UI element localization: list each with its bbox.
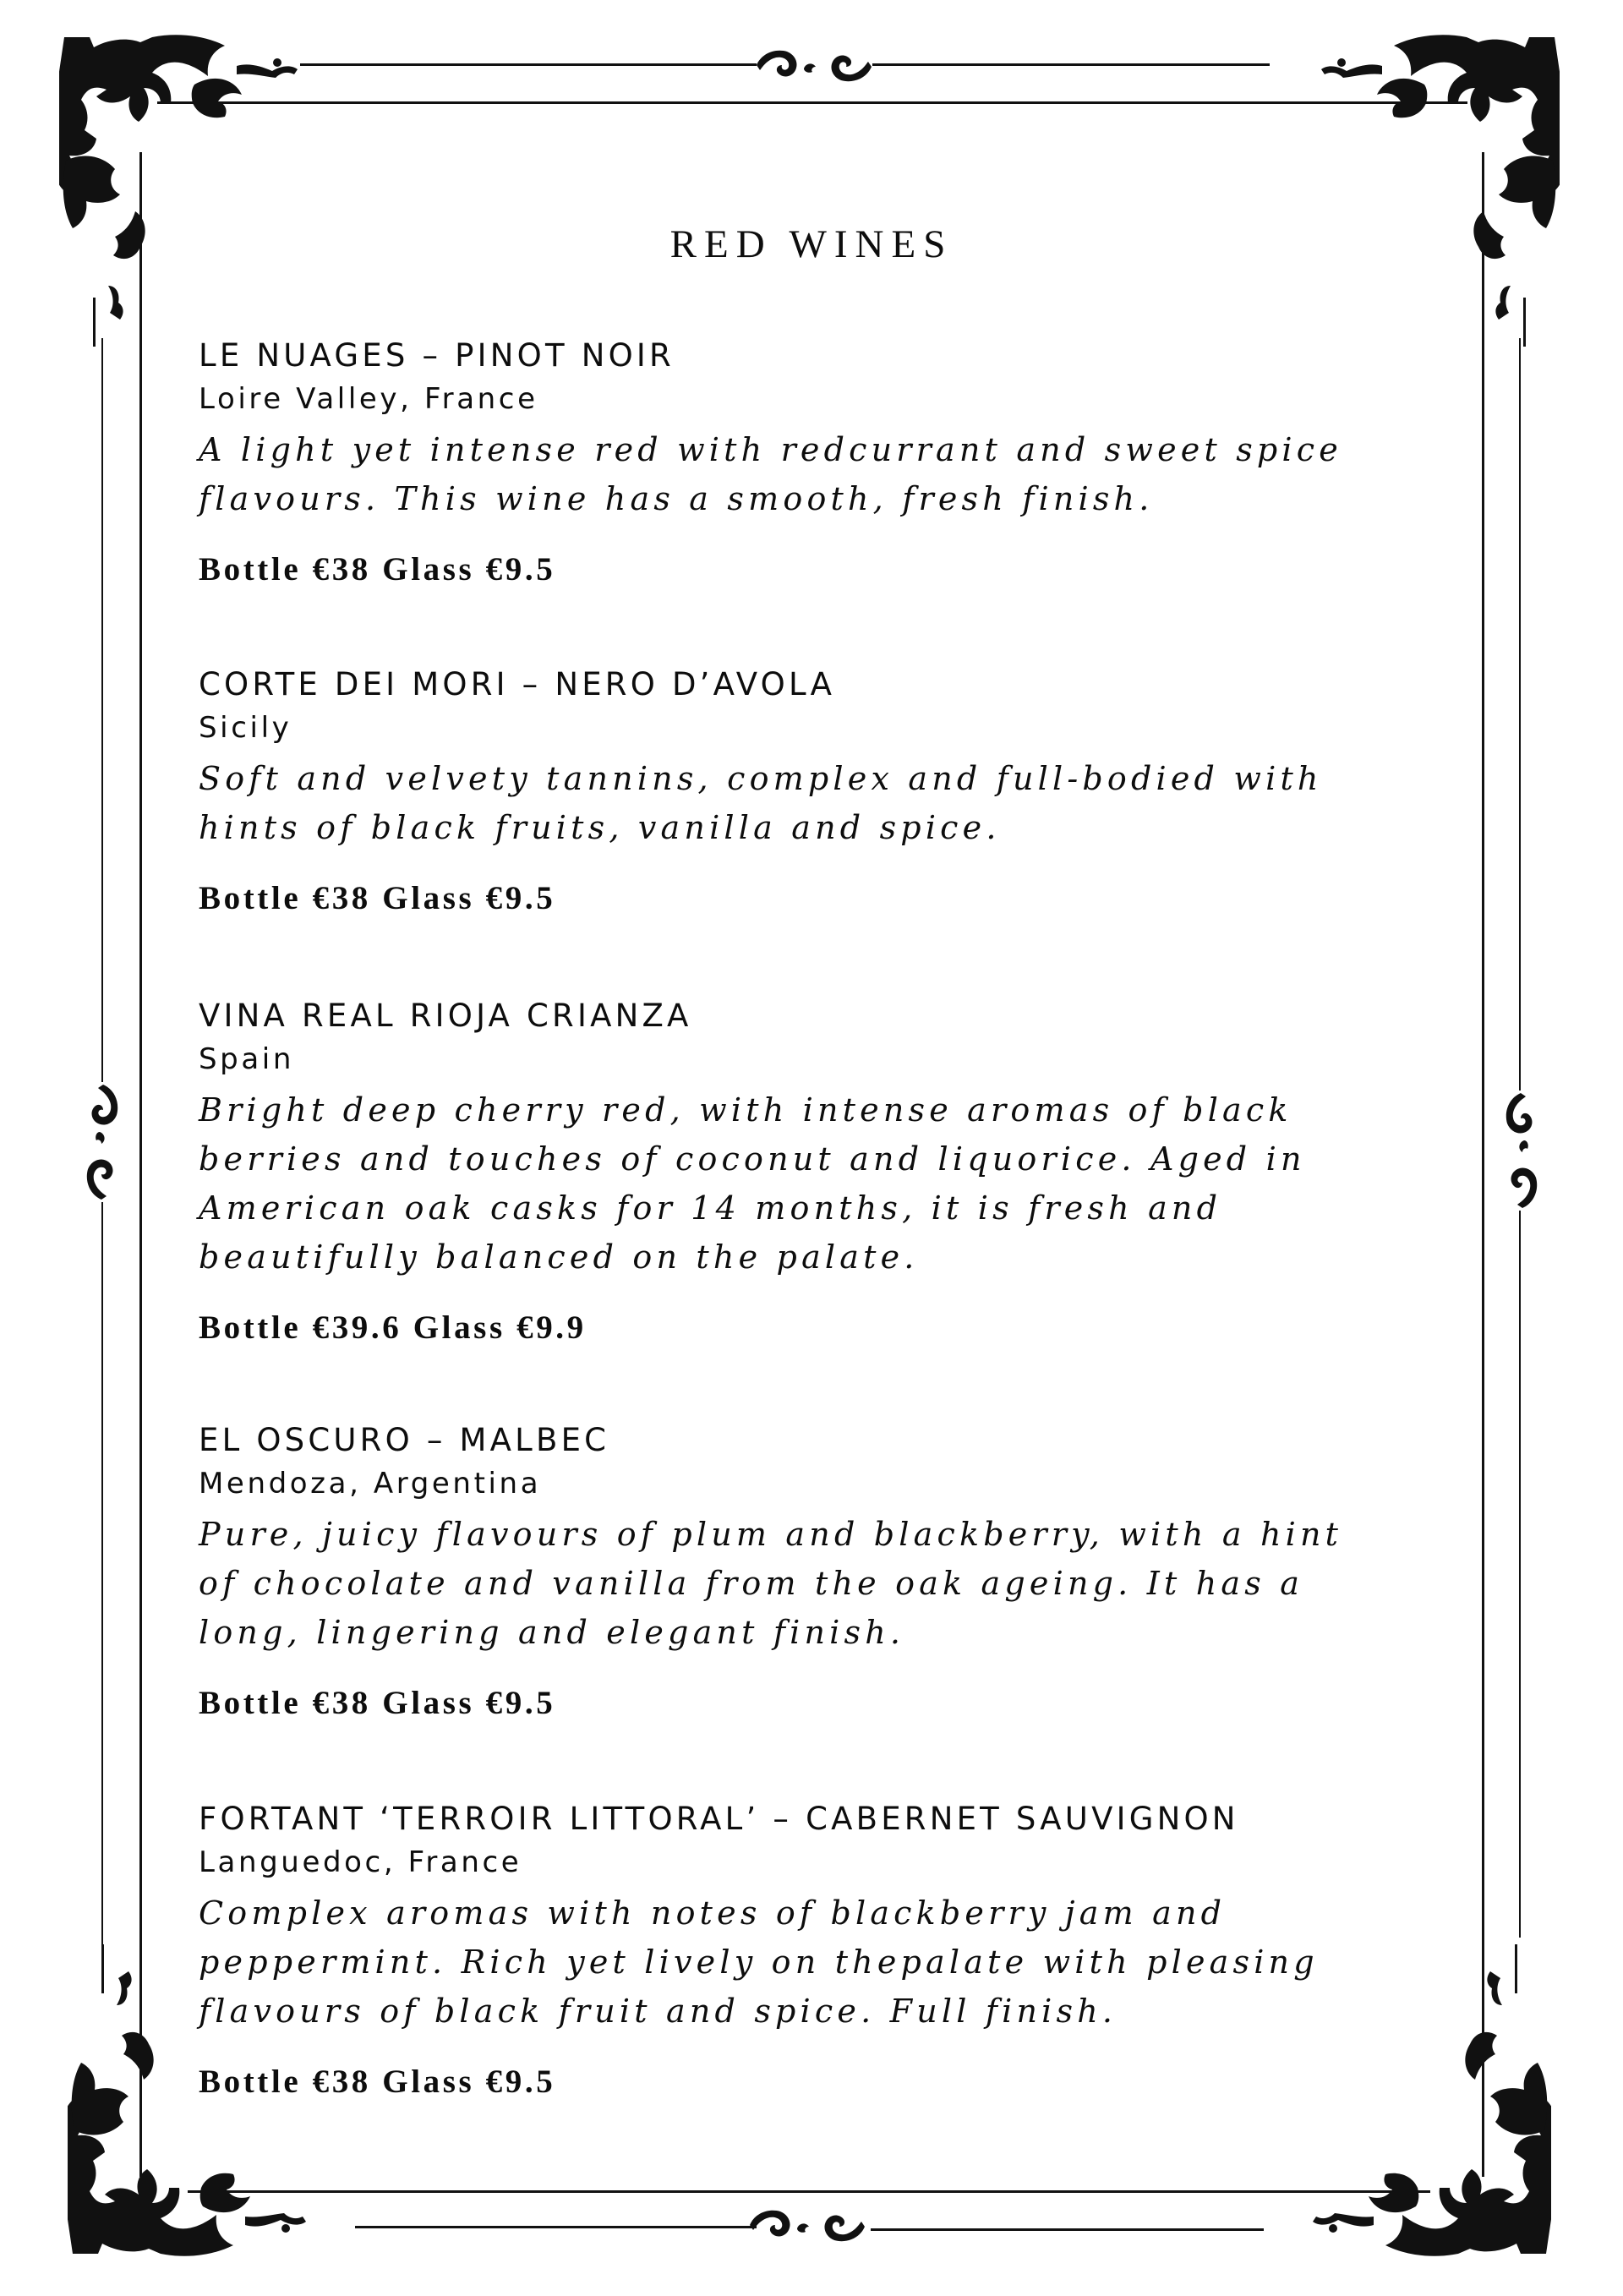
wine-entry [199, 334, 1467, 591]
bottle-label: Bottle [199, 880, 302, 916]
wine-name: FORTANT ‘TERROIR LITTORAL’ – CABERNET SAUVIGNON [199, 1801, 1239, 1837]
glass-price: €9.5 [485, 1685, 556, 1721]
bottle-price: €39.6 [312, 1309, 402, 1346]
acanthus-scroll-corner-icon [1306, 34, 1560, 347]
description-line: Complex aromas with notes of blackberry jam and [199, 1894, 1227, 1932]
wine-description [199, 1510, 1467, 1657]
wine-region: Mendoza, Argentina [199, 1467, 542, 1501]
bottle-label: Bottle [199, 2064, 302, 2100]
wine-entry [199, 994, 1467, 1349]
glass-price: €9.5 [485, 551, 556, 588]
border-outer-bottom-right [871, 2228, 1264, 2231]
description-line: of chocolate and vanilla from the oak ageing. It has a [199, 1565, 1304, 1602]
wine-name: EL OSCURO – MALBEC [199, 1422, 610, 1458]
description-line: Bright deep cherry red, with intense aromas of black [199, 1091, 1292, 1129]
page-title: RED WINES [669, 222, 954, 267]
wine-price [199, 2061, 1467, 2103]
wine-entry [199, 663, 1467, 920]
description-line: A light yet intense red with redcurrant and sweet spice [199, 431, 1342, 468]
wine-price [199, 1307, 1467, 1349]
border-outer-top-right [872, 63, 1270, 66]
glass-price: €9.5 [485, 2064, 556, 2100]
description-line: Soft and velvety tannins, complex and full-bodied with [199, 760, 1323, 797]
description-line: peppermint. Rich yet lively on thepalate with pleasing [199, 1943, 1319, 1981]
border-outer-left-top [101, 338, 103, 1082]
wine-description [199, 425, 1467, 523]
wine-region: Spain [199, 1042, 294, 1076]
glass-label: Glass [382, 1685, 475, 1721]
wine-description [199, 1889, 1467, 2036]
border-inner-right [1482, 152, 1484, 2177]
scroll-flourish-icon [1500, 1091, 1541, 1211]
scroll-flourish-icon [83, 1082, 123, 1202]
description-line: long, lingering and elegant finish. [199, 1614, 905, 1651]
glass-price: €9.9 [516, 1309, 587, 1346]
description-line: Pure, juicy flavours of plum and blackberry, with a hint [199, 1516, 1343, 1553]
bottle-price: €38 [312, 551, 371, 588]
wine-description [199, 754, 1467, 852]
scroll-flourish-icon [748, 2205, 866, 2245]
border-inner-top [157, 101, 1467, 104]
wine-region: Sicily [199, 711, 292, 745]
border-outer-bottom-left [355, 2226, 757, 2228]
wine-price [199, 1682, 1467, 1725]
bottle-label: Bottle [199, 1685, 302, 1721]
glass-label: Glass [382, 551, 475, 588]
bottle-price: €38 [312, 880, 371, 916]
glass-label: Glass [413, 1309, 505, 1346]
bottle-price: €38 [312, 1685, 371, 1721]
description-line: berries and touches of coconut and liquorice. Aged in [199, 1140, 1306, 1178]
wine-region: Loire Valley, France [199, 382, 538, 416]
bottle-price: €38 [312, 2064, 371, 2100]
description-line: flavours of black fruit and spice. Full finish. [199, 1993, 1118, 2030]
border-outer-right-top [1519, 338, 1521, 1091]
bottle-label: Bottle [199, 551, 302, 588]
glass-price: €9.5 [485, 880, 556, 916]
description-line: beautifully balanced on the palate. [199, 1238, 919, 1276]
glass-label: Glass [382, 2064, 475, 2100]
wine-name: CORTE DEI MORI – NERO D’AVOLA [199, 666, 836, 702]
acanthus-scroll-corner-icon [59, 34, 313, 347]
wine-name: LE NUAGES – PINOT NOIR [199, 337, 675, 374]
wine-price [199, 549, 1467, 591]
border-inner-bottom [188, 2190, 1430, 2193]
glass-label: Glass [382, 880, 475, 916]
wine-name: VINA REAL RIOJA CRIANZA [199, 998, 692, 1034]
description-line: flavours. This wine has a smooth, fresh finish. [199, 480, 1154, 517]
border-outer-left-bottom [101, 1202, 103, 1946]
wine-entry [199, 1419, 1467, 1725]
border-inner-left [139, 152, 142, 2177]
border-outer-top-left [300, 63, 757, 66]
wine-price [199, 877, 1467, 920]
bottle-label: Bottle [199, 1309, 302, 1346]
wine-entry [199, 1797, 1467, 2103]
scroll-flourish-icon [755, 45, 873, 85]
wine-description [199, 1085, 1467, 1282]
border-outer-right-bottom [1519, 1211, 1521, 1938]
description-line: hints of black fruits, vanilla and spice. [199, 809, 1001, 846]
description-line: American oak casks for 14 months, it is fresh and [199, 1189, 1222, 1227]
wine-region: Languedoc, France [199, 1845, 522, 1879]
